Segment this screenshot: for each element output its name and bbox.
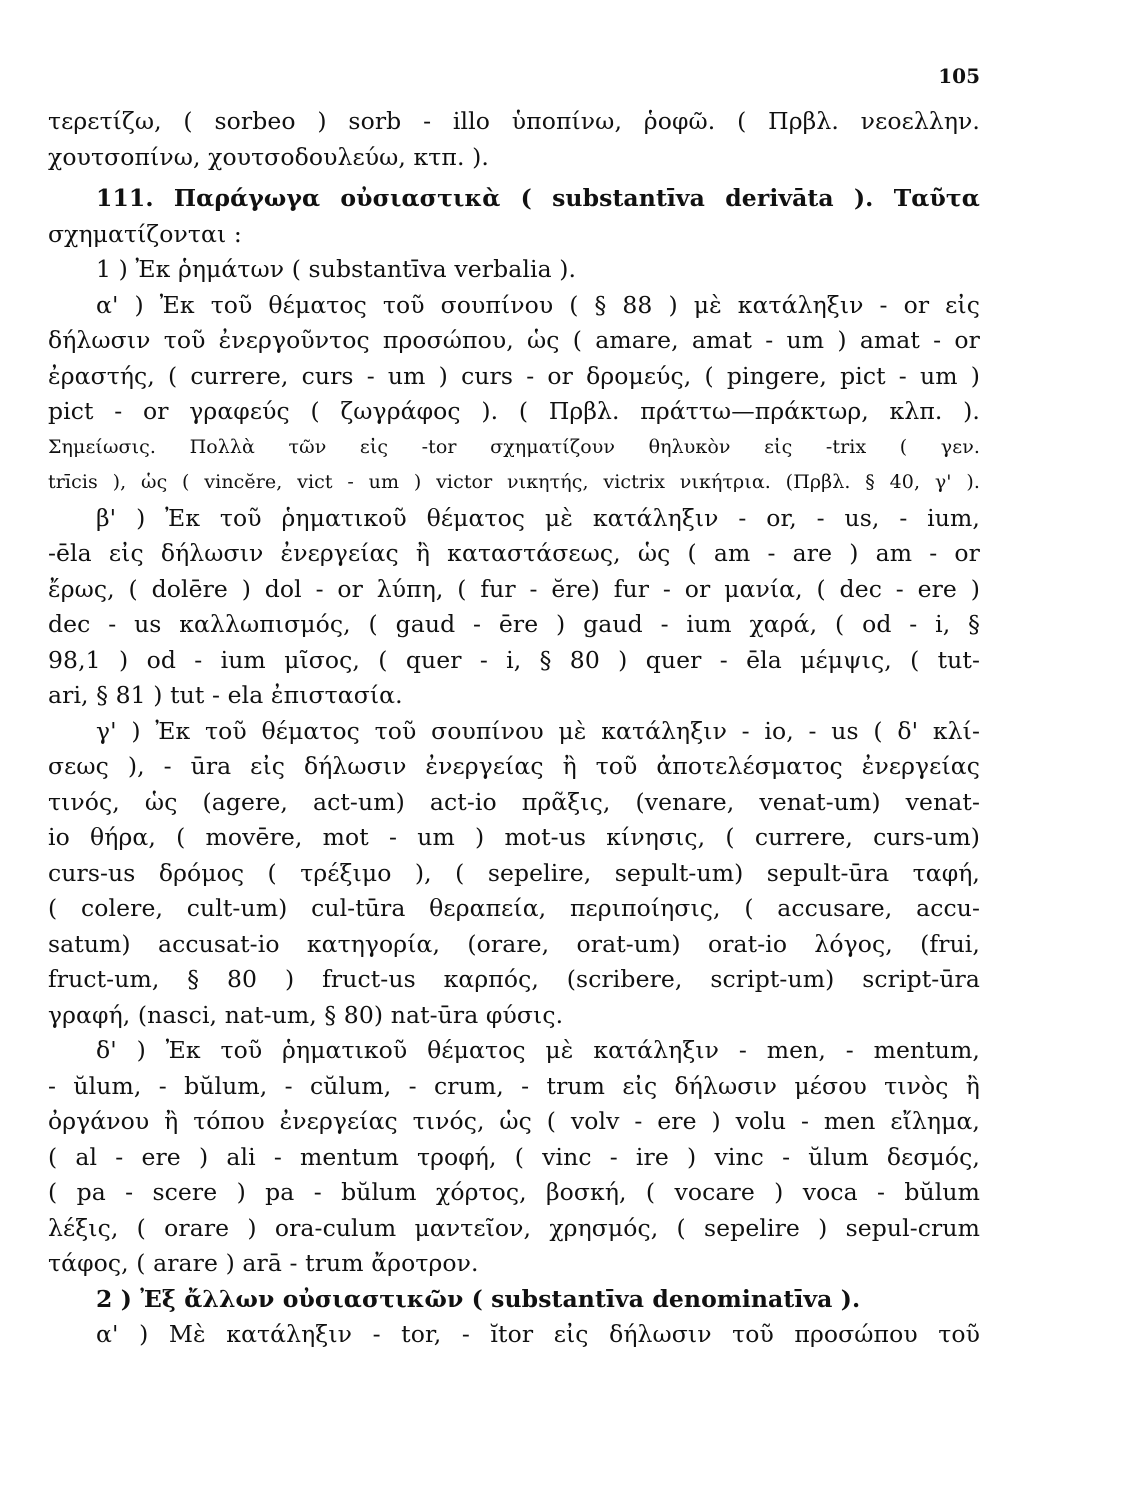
text-line: χουτσοπίνω, χουτσοδουλεύω, κτπ. ). [48,142,489,171]
text-line: - ŭlum, - bŭlum, - cŭlum, - crum, - trum εἰς δήλωσιν μέσου τινὸς ἢ [48,1071,980,1100]
text-line: γ' ) Ἐκ τοῦ θέματος τοῦ σουπίνου μὲ κατάληξιν - io, - us ( δ' κλί- [96,716,980,745]
text-line: satum) accusat-io κατηγορία, (orare, orat-um) orat-io λόγος, (frui, [48,929,980,958]
note-line: Σημείωσις. Πολλὰ τῶν εἰς -tor σχηματίζουν θηλυκὸν εἰς -trix ( γεν. [48,435,980,458]
text-line: pict - or γραφεύς ( ζωγράφος ). ( Πρβλ. πράττω—πράκτωρ, κλπ. ). [48,397,980,425]
text-line: β' ) Ἐκ τοῦ ῥηματικοῦ θέματος μὲ κατάληξιν - or, - us, - ium, [96,503,980,532]
text-line: fruct-um, § 80 ) fruct-us καρπός, (scribere, script-um) script-ūra [48,965,980,993]
text-line: γραφή, (nasci, nat-um, § 80) nat-ūra φύσις. [48,1000,564,1029]
text-line: τινός, ὡς (agere, act-um) act-io πρᾶξις, (venare, venat-um) venat- [48,787,980,816]
text-line: ( pa - scere ) pa - bŭlum χόρτος, βοσκή, ( vocare ) voca - bŭlum [48,1178,980,1206]
text-line: ( colere, cult-um) cul-tūra θεραπεία, περιποίησις, ( accusare, accu- [48,894,980,922]
text-line: curs-us δρόμος ( τρέξιμο ), ( sepelire, sepult-um) sepult-ūra ταφή, [48,858,980,887]
text-line: δήλωσιν τοῦ ἐνεργοῦντος προσώπου, ὡς ( amare, amat - um ) amat - or [48,326,980,354]
text-line: τερετίζω, ( sorbeo ) sorb - illo ὑποπίνω, ῥοφῶ. ( Πρβλ. νεοελλην. [48,107,980,135]
text-line: α' ) Μὲ κατάληξιν - tor, - ĭtor εἰς δήλωσιν τοῦ προσώπου τοῦ [96,1320,980,1348]
text-line: δ' ) Ἐκ τοῦ ῥηματικοῦ θέματος μὲ κατάληξιν - men, - mentum, [96,1036,980,1064]
text-line: τάφος, ( arare ) arā - trum ἄροτρον. [48,1249,479,1277]
book-page [48,60,980,1353]
text-line: -ēla εἰς δήλωσιν ἐνεργείας ἢ καταστάσεως, ὡς ( am - are ) am - or [48,539,980,567]
text-line: ἔρως, ( dolēre ) dol - or λύπη, ( fur - ĕre) fur - or μανία, ( dec - ere ) [48,574,980,603]
note-line: trīcis ), ὡς ( vincĕre, vict - um ) victor νικητής, victrix νικήτρια. (Πρβλ. § 40, γ' ). [48,471,980,493]
text-line: σχηματίζονται : [48,219,242,248]
text-line: ἐραστής, ( currere, curs - um ) curs - or δρομεύς, ( pingere, pict - um ) [48,361,980,390]
text-line: λέξις, ( orare ) ora-culum μαντεῖον, χρησμός, ( sepelire ) sepul-crum [48,1213,980,1242]
text-line: α' ) Ἐκ τοῦ θέματος τοῦ σουπίνου ( § 88 ) μὲ κατάληξιν - or εἰς [96,290,980,319]
text-line: ( al - ere ) ali - mentum τροφή, ( vinc - ire ) vinc - ŭlum δεσμός, [48,1142,980,1171]
subsection-heading: 1 ) Ἐκ ῥημάτων ( substantīva verbalia ). [96,255,577,283]
section-heading: 111. Παράγωγα οὐσιαστικὰ ( substantīva derivāta ). Ταῦτα [96,184,980,212]
page-number: 105 [938,64,980,88]
text-line: dec - us καλλωπισμός, ( gaud - ēre ) gaud - ium χαρά, ( od - i, § [48,610,980,638]
text-line: 98,1 ) od - ium μῖσος, ( quer - i, § 80 ) quer - ēla μέμψις, ( tut- [48,645,980,674]
text-line: ari, § 81 ) tut - ela ἐπιστασία. [48,681,403,709]
text-line: io θήρα, ( movēre, mot - um ) mot-us κίνησις, ( currere, curs-um) [48,823,980,851]
text-line: σεως ), - ūra εἰς δήλωσιν ἐνεργείας ἢ τοῦ ἀποτελέσματος ἐνεργείας [48,752,980,780]
subsection-heading: 2 ) Ἐξ ἄλλων οὐσιαστικῶν ( substantīva denominatīva ). [96,1284,861,1313]
text-line: ὀργάνου ἢ τόπου ἐνεργείας τινός, ὡς ( volv - ere ) volu - men εἴλημα, [48,1107,980,1135]
